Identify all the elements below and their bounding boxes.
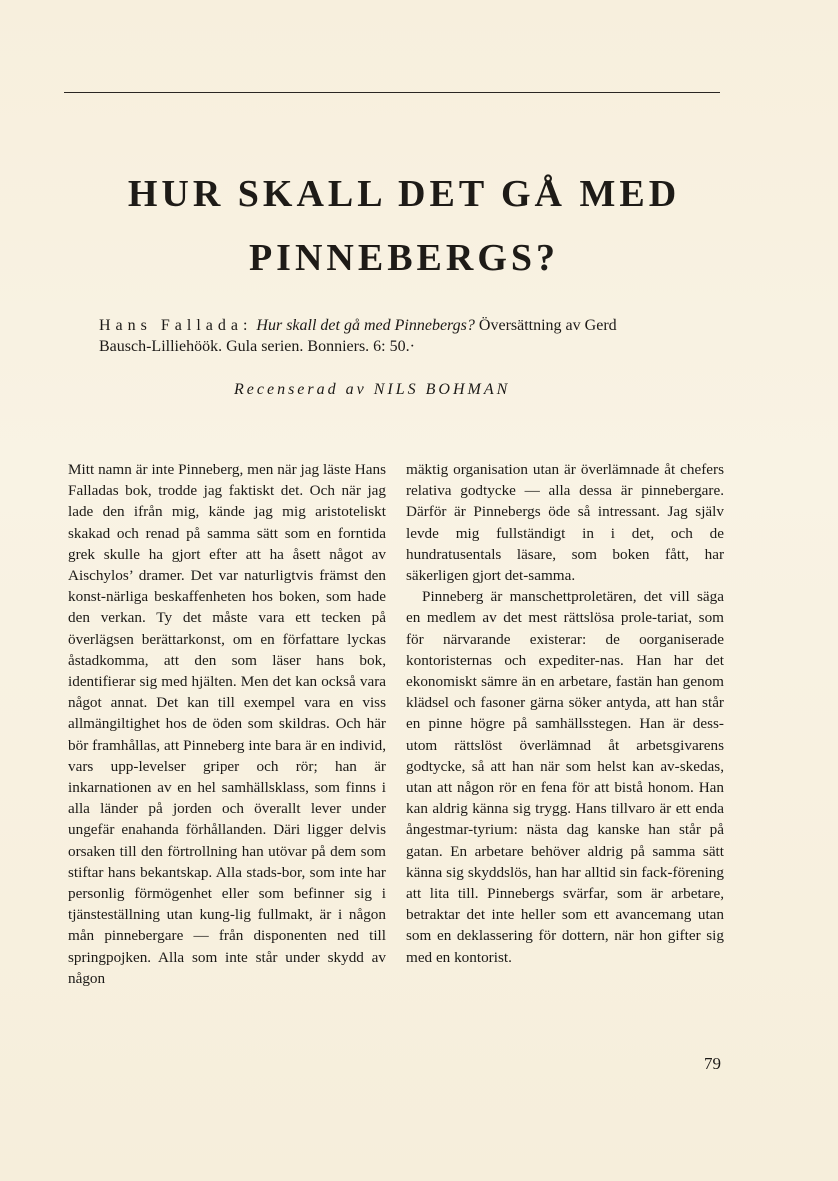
paragraph: mäktig organisation utan är överlämnade åt chefers relativa godtycke — alla dessa är pinnebergare. Därför är Pinnebergs öde så intressant. Jag själv levde mig fullständigt in i det, och de hundratusentals läsare, som boken fått, har säkerligen gjort det-samma. <box>406 461 724 585</box>
book-translation-2: Bausch-Lilliehöök. Gula serien. Bonniers. 6: 50.· <box>99 338 415 355</box>
top-rule <box>64 92 720 93</box>
page-number: 79 <box>704 1054 721 1073</box>
paragraph: Mitt namn är inte Pinneberg, men när jag läste Hans Falladas bok, trodde jag faktiskt det. Och när jag lade den ifrån mig, kände jag mig aristoteliskt skakad och renad på samma sätt som en forntida grek skulle ha gjort efter att ha åsett något av Aischylos’ dramer. Det var naturligtvis främst den konst-närliga beskaffenheten hos boken, som hade den verkan. Ty det måste vara ett tecken på överlägsen berättarkonst, om en författare lyckas åstadkomma, att den som läser hans bok, identifierar sig med hjälten. Men det kan också vara något annat. Det kan till exempel vara en viss allmängiltighet hos de öden som skildras. Och här bör framhållas, att Pinneberg inte bara är en individ, vars upp-levelser griper och rör; han är inkarnationen av en hel samhällsklass, som finns i alla länder på jorden och överallt lever under ungefär enahanda förhållanden. Däri ligger delvis orsaken till den förtrollning han utövar på dem som stiftar hans bekantskap. Alla stads-bor, som inte har personlig förmögenhet eller som befinner sig i tjänsteställning utan kung-lig fullmakt, är i någon mån pinnebergare — från disponenten ned till springpojken. Alla som inte står under skydd av någon <box>68 461 386 987</box>
review-byline: Recenserad av NILS BOHMAN <box>234 381 511 398</box>
book-author: Hans Fallada: <box>99 317 253 334</box>
right-column <box>406 459 724 968</box>
article-title-line2: PINNEBERGS? <box>248 237 560 279</box>
article-title-line1: HUR SKALL DET GÅ MED <box>127 173 681 215</box>
book-translation-1: Översättning av Gerd <box>478 317 617 334</box>
paragraph: Pinneberg är manschettproletären, det vill säga en medlem av det mest rättslösa prole-tariat, som för närvarande existerar: de oorganiserade kontoristernas och expediter-nas. Han har det ekonomiskt sämre än en arbetare, fastän han genom klädsel och fasoner gärna söker antyda, att han står en pinne högre på samhällsstegen. Han är dess-utom rättslöst överlämnad åt arbetsgivarens godtycke, så att han när som helst kan av-skedas, utan att någon rör en fena för att bistå honom. Han kan aldrig känna sig trygg. Hans tillvaro är ett enda ångestmar-tyrium: nästa dag kanske han står på gatan. En arbetare behöver aldrig på samma sätt känna sig skyddslös, han har alltid sin fack-förening att lita till. Pinnebergs svärfar, som är arbetare, betraktar det inte heller som ett avancemang utan som en deklassering för dottern, när hon gifter sig med en kontorist. <box>406 588 724 966</box>
book-info <box>99 315 699 357</box>
left-column <box>68 459 386 989</box>
book-title: Hur skall det gå med Pinnebergs? <box>256 317 475 334</box>
